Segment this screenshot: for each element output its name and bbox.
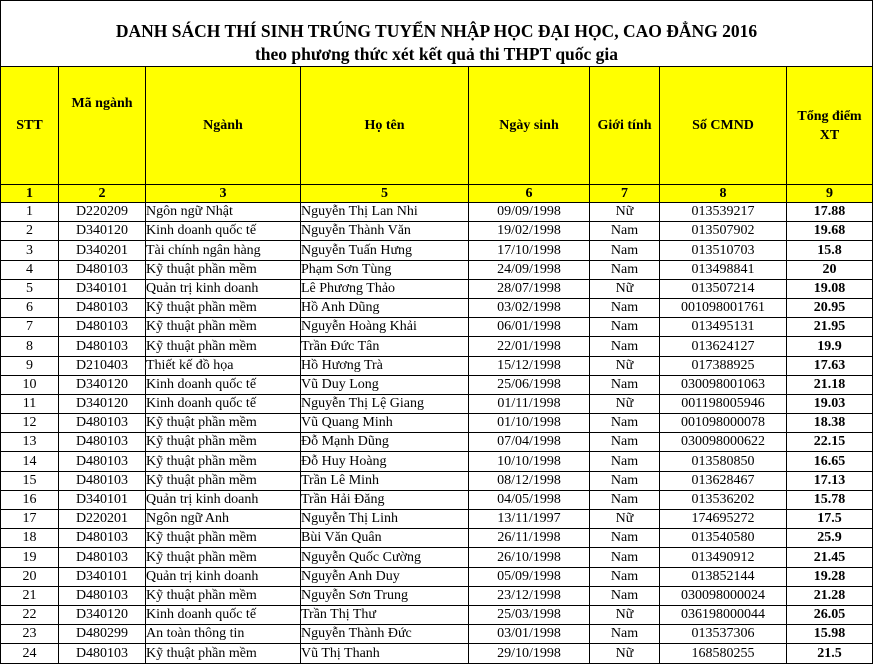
cell-ma-nganh: D480103	[59, 586, 146, 605]
cell-ngay-sinh: 25/03/1998	[469, 605, 590, 624]
cell-gioi-tinh: Nam	[590, 471, 660, 490]
column-number: 2	[59, 185, 146, 203]
table-row	[1, 222, 873, 241]
cell-stt: 15	[1, 471, 59, 490]
cell-nganh: Tài chính ngân hàng	[146, 241, 301, 260]
cell-so-cmnd: 001198005946	[660, 394, 787, 413]
cell-tong-diem: 18.38	[787, 414, 873, 433]
cell-ma-nganh: D340120	[59, 222, 146, 241]
cell-gioi-tinh: Nữ	[590, 644, 660, 663]
cell-ngay-sinh: 25/06/1998	[469, 375, 590, 394]
cell-stt: 11	[1, 394, 59, 413]
cell-stt: 20	[1, 567, 59, 586]
cell-tong-diem: 17.13	[787, 471, 873, 490]
cell-nganh: Quản trị kinh doanh	[146, 279, 301, 298]
cell-ma-nganh: D480103	[59, 548, 146, 567]
table-row	[1, 452, 873, 471]
cell-ma-nganh: D210403	[59, 356, 146, 375]
table-row	[1, 298, 873, 317]
cell-nganh: Kỹ thuật phần mềm	[146, 318, 301, 337]
cell-stt: 13	[1, 433, 59, 452]
cell-tong-diem: 20	[787, 260, 873, 279]
cell-so-cmnd: 013537306	[660, 625, 787, 644]
cell-tong-diem: 21.5	[787, 644, 873, 663]
cell-ho-ten: Nguyễn Hoàng Khải	[301, 318, 469, 337]
table-row	[1, 471, 873, 490]
cell-nganh: Kinh doanh quốc tế	[146, 605, 301, 624]
cell-nganh: Thiết kế đồ họa	[146, 356, 301, 375]
cell-gioi-tinh: Nam	[590, 298, 660, 317]
cell-ma-nganh: D480103	[59, 318, 146, 337]
cell-gioi-tinh: Nam	[590, 452, 660, 471]
cell-tong-diem: 15.8	[787, 241, 873, 260]
column-number-row	[1, 185, 873, 203]
cell-tong-diem: 19.68	[787, 222, 873, 241]
cell-ma-nganh: D480103	[59, 644, 146, 663]
header-row	[1, 67, 873, 185]
cell-so-cmnd: 013510703	[660, 241, 787, 260]
cell-so-cmnd: 030098000622	[660, 433, 787, 452]
cell-nganh: Quản trị kinh doanh	[146, 490, 301, 509]
cell-ho-ten: Nguyễn Thành Đức	[301, 625, 469, 644]
cell-so-cmnd: 036198000044	[660, 605, 787, 624]
cell-tong-diem: 17.5	[787, 510, 873, 529]
cell-nganh: Kỹ thuật phần mềm	[146, 260, 301, 279]
cell-ho-ten: Nguyễn Sơn Trung	[301, 586, 469, 605]
table-row	[1, 586, 873, 605]
cell-nganh: Kinh doanh quốc tế	[146, 222, 301, 241]
cell-ho-ten: Trần Thị Thư	[301, 605, 469, 624]
cell-ngay-sinh: 03/02/1998	[469, 298, 590, 317]
cell-ma-nganh: D340120	[59, 375, 146, 394]
cell-tong-diem: 17.63	[787, 356, 873, 375]
cell-stt: 16	[1, 490, 59, 509]
cell-so-cmnd: 013490912	[660, 548, 787, 567]
cell-tong-diem: 25.9	[787, 529, 873, 548]
column-number: 1	[1, 185, 59, 203]
cell-stt: 3	[1, 241, 59, 260]
table-row	[1, 318, 873, 337]
cell-ho-ten: Lê Phương Thảo	[301, 279, 469, 298]
cell-ngay-sinh: 15/12/1998	[469, 356, 590, 375]
cell-ngay-sinh: 22/01/1998	[469, 337, 590, 356]
cell-nganh: Kỹ thuật phần mềm	[146, 529, 301, 548]
cell-ngay-sinh: 01/11/1998	[469, 394, 590, 413]
table-row	[1, 260, 873, 279]
cell-ma-nganh: D480299	[59, 625, 146, 644]
header-gioi-tinh: Giới tính	[590, 67, 660, 185]
cell-nganh: An toàn thông tin	[146, 625, 301, 644]
cell-nganh: Kỹ thuật phần mềm	[146, 452, 301, 471]
cell-so-cmnd: 001098001761	[660, 298, 787, 317]
cell-gioi-tinh: Nam	[590, 490, 660, 509]
table-row	[1, 356, 873, 375]
cell-ho-ten: Bùi Văn Quân	[301, 529, 469, 548]
cell-ma-nganh: D340101	[59, 567, 146, 586]
cell-tong-diem: 15.78	[787, 490, 873, 509]
cell-ho-ten: Trần Hải Đăng	[301, 490, 469, 509]
column-number: 6	[469, 185, 590, 203]
cell-tong-diem: 22.15	[787, 433, 873, 452]
cell-ma-nganh: D480103	[59, 298, 146, 317]
cell-tong-diem: 15.98	[787, 625, 873, 644]
cell-stt: 9	[1, 356, 59, 375]
column-number: 5	[301, 185, 469, 203]
cell-nganh: Ngôn ngữ Nhật	[146, 203, 301, 222]
cell-stt: 23	[1, 625, 59, 644]
cell-so-cmnd: 174695272	[660, 510, 787, 529]
cell-ho-ten: Đỗ Mạnh Dũng	[301, 433, 469, 452]
cell-stt: 12	[1, 414, 59, 433]
cell-ho-ten: Nguyễn Anh Duy	[301, 567, 469, 586]
cell-ngay-sinh: 19/02/1998	[469, 222, 590, 241]
cell-so-cmnd: 013624127	[660, 337, 787, 356]
table-row	[1, 490, 873, 509]
cell-so-cmnd: 013495131	[660, 318, 787, 337]
cell-stt: 7	[1, 318, 59, 337]
cell-gioi-tinh: Nữ	[590, 510, 660, 529]
cell-tong-diem: 21.95	[787, 318, 873, 337]
cell-ngay-sinh: 26/10/1998	[469, 548, 590, 567]
cell-ngay-sinh: 24/09/1998	[469, 260, 590, 279]
cell-gioi-tinh: Nữ	[590, 203, 660, 222]
cell-ma-nganh: D340101	[59, 279, 146, 298]
cell-ma-nganh: D340120	[59, 394, 146, 413]
admission-table	[0, 66, 873, 664]
table-row	[1, 394, 873, 413]
table-body	[1, 203, 873, 664]
cell-ho-ten: Vũ Duy Long	[301, 375, 469, 394]
cell-nganh: Kỹ thuật phần mềm	[146, 471, 301, 490]
cell-stt: 18	[1, 529, 59, 548]
cell-nganh: Kinh doanh quốc tế	[146, 394, 301, 413]
cell-nganh: Kỹ thuật phần mềm	[146, 433, 301, 452]
cell-ho-ten: Vũ Quang Minh	[301, 414, 469, 433]
table-row	[1, 625, 873, 644]
column-number: 3	[146, 185, 301, 203]
title-block	[0, 0, 873, 66]
table-row	[1, 433, 873, 452]
table-row	[1, 644, 873, 663]
cell-stt: 1	[1, 203, 59, 222]
cell-so-cmnd: 017388925	[660, 356, 787, 375]
cell-ho-ten: Nguyễn Thị Lan Nhi	[301, 203, 469, 222]
cell-gioi-tinh: Nam	[590, 586, 660, 605]
cell-tong-diem: 19.28	[787, 567, 873, 586]
cell-ma-nganh: D480103	[59, 452, 146, 471]
header-ho-ten: Họ tên	[301, 67, 469, 185]
cell-ho-ten: Trần Đức Tân	[301, 337, 469, 356]
cell-ho-ten: Hồ Hương Trà	[301, 356, 469, 375]
cell-gioi-tinh: Nữ	[590, 356, 660, 375]
cell-so-cmnd: 013498841	[660, 260, 787, 279]
cell-ngay-sinh: 06/01/1998	[469, 318, 590, 337]
cell-gioi-tinh: Nam	[590, 222, 660, 241]
cell-stt: 17	[1, 510, 59, 529]
cell-so-cmnd: 013536202	[660, 490, 787, 509]
cell-nganh: Kỹ thuật phần mềm	[146, 586, 301, 605]
cell-stt: 19	[1, 548, 59, 567]
cell-stt: 24	[1, 644, 59, 663]
table-row	[1, 241, 873, 260]
cell-nganh: Kỹ thuật phần mềm	[146, 337, 301, 356]
cell-ma-nganh: D220209	[59, 203, 146, 222]
cell-ho-ten: Đỗ Huy Hoàng	[301, 452, 469, 471]
cell-gioi-tinh: Nam	[590, 414, 660, 433]
cell-so-cmnd: 013539217	[660, 203, 787, 222]
cell-stt: 22	[1, 605, 59, 624]
cell-ngay-sinh: 26/11/1998	[469, 529, 590, 548]
cell-nganh: Kỹ thuật phần mềm	[146, 644, 301, 663]
cell-ho-ten: Nguyễn Thành Văn	[301, 222, 469, 241]
column-number: 8	[660, 185, 787, 203]
cell-ngay-sinh: 13/11/1997	[469, 510, 590, 529]
cell-ngay-sinh: 07/04/1998	[469, 433, 590, 452]
header-stt: STT	[1, 67, 59, 185]
cell-ngay-sinh: 29/10/1998	[469, 644, 590, 663]
cell-gioi-tinh: Nam	[590, 337, 660, 356]
table-row	[1, 567, 873, 586]
header-tong-diem: Tổng điểm XT	[787, 67, 873, 185]
cell-so-cmnd: 001098000078	[660, 414, 787, 433]
header-ngay-sinh: Ngày sinh	[469, 67, 590, 185]
table-row	[1, 605, 873, 624]
cell-nganh: Kỹ thuật phần mềm	[146, 298, 301, 317]
cell-ngay-sinh: 03/01/1998	[469, 625, 590, 644]
cell-stt: 10	[1, 375, 59, 394]
cell-ma-nganh: D340201	[59, 241, 146, 260]
cell-tong-diem: 19.9	[787, 337, 873, 356]
cell-so-cmnd: 013540580	[660, 529, 787, 548]
cell-so-cmnd: 013580850	[660, 452, 787, 471]
cell-gioi-tinh: Nam	[590, 318, 660, 337]
cell-tong-diem: 20.95	[787, 298, 873, 317]
cell-tong-diem: 19.03	[787, 394, 873, 413]
table-row	[1, 279, 873, 298]
header-so-cmnd: Số CMND	[660, 67, 787, 185]
cell-so-cmnd: 013852144	[660, 567, 787, 586]
cell-stt: 21	[1, 586, 59, 605]
cell-gioi-tinh: Nam	[590, 529, 660, 548]
cell-gioi-tinh: Nam	[590, 260, 660, 279]
cell-so-cmnd: 013507902	[660, 222, 787, 241]
cell-ho-ten: Nguyễn Thị Lệ Giang	[301, 394, 469, 413]
cell-gioi-tinh: Nam	[590, 241, 660, 260]
cell-ho-ten: Phạm Sơn Tùng	[301, 260, 469, 279]
cell-so-cmnd: 030098001063	[660, 375, 787, 394]
header-ma-nganh: Mã ngành	[59, 67, 146, 185]
cell-so-cmnd: 030098000024	[660, 586, 787, 605]
cell-tong-diem: 17.88	[787, 203, 873, 222]
cell-stt: 5	[1, 279, 59, 298]
column-number: 7	[590, 185, 660, 203]
cell-ngay-sinh: 09/09/1998	[469, 203, 590, 222]
cell-ho-ten: Trần Lê Minh	[301, 471, 469, 490]
cell-ho-ten: Nguyễn Quốc Cường	[301, 548, 469, 567]
cell-gioi-tinh: Nam	[590, 567, 660, 586]
cell-stt: 2	[1, 222, 59, 241]
cell-ma-nganh: D480103	[59, 337, 146, 356]
table-row	[1, 510, 873, 529]
cell-ma-nganh: D480103	[59, 433, 146, 452]
cell-ho-ten: Vũ Thị Thanh	[301, 644, 469, 663]
cell-gioi-tinh: Nữ	[590, 394, 660, 413]
cell-ma-nganh: D220201	[59, 510, 146, 529]
cell-ngay-sinh: 28/07/1998	[469, 279, 590, 298]
table-row	[1, 548, 873, 567]
document-title: DANH SÁCH THÍ SINH TRÚNG TUYỂN NHẬP HỌC ĐẠI HỌC, CAO ĐẲNG 2016	[115, 21, 758, 41]
cell-gioi-tinh: Nam	[590, 548, 660, 567]
cell-ma-nganh: D480103	[59, 260, 146, 279]
cell-so-cmnd: 168580255	[660, 644, 787, 663]
cell-ngay-sinh: 23/12/1998	[469, 586, 590, 605]
cell-nganh: Kỹ thuật phần mềm	[146, 548, 301, 567]
cell-gioi-tinh: Nữ	[590, 605, 660, 624]
cell-so-cmnd: 013628467	[660, 471, 787, 490]
cell-stt: 6	[1, 298, 59, 317]
cell-nganh: Kinh doanh quốc tế	[146, 375, 301, 394]
cell-tong-diem: 21.28	[787, 586, 873, 605]
cell-stt: 4	[1, 260, 59, 279]
cell-ma-nganh: D480103	[59, 471, 146, 490]
cell-stt: 14	[1, 452, 59, 471]
cell-tong-diem: 21.18	[787, 375, 873, 394]
cell-ngay-sinh: 04/05/1998	[469, 490, 590, 509]
cell-ma-nganh: D340101	[59, 490, 146, 509]
cell-ngay-sinh: 05/09/1998	[469, 567, 590, 586]
document-subtitle: theo phương thức xét kết quả thi THPT quốc gia	[254, 44, 619, 64]
cell-gioi-tinh: Nam	[590, 433, 660, 452]
table-row	[1, 375, 873, 394]
cell-tong-diem: 19.08	[787, 279, 873, 298]
cell-tong-diem: 26.05	[787, 605, 873, 624]
cell-ma-nganh: D480103	[59, 529, 146, 548]
cell-nganh: Kỹ thuật phần mềm	[146, 414, 301, 433]
cell-gioi-tinh: Nam	[590, 625, 660, 644]
cell-tong-diem: 16.65	[787, 452, 873, 471]
cell-ma-nganh: D480103	[59, 414, 146, 433]
cell-gioi-tinh: Nam	[590, 375, 660, 394]
cell-ngay-sinh: 10/10/1998	[469, 452, 590, 471]
cell-ho-ten: Nguyễn Thị Linh	[301, 510, 469, 529]
cell-ma-nganh: D340120	[59, 605, 146, 624]
cell-nganh: Ngôn ngữ Anh	[146, 510, 301, 529]
cell-ngay-sinh: 08/12/1998	[469, 471, 590, 490]
cell-so-cmnd: 013507214	[660, 279, 787, 298]
cell-stt: 8	[1, 337, 59, 356]
cell-ho-ten: Hồ Anh Dũng	[301, 298, 469, 317]
cell-gioi-tinh: Nữ	[590, 279, 660, 298]
column-number: 9	[787, 185, 873, 203]
cell-ngay-sinh: 17/10/1998	[469, 241, 590, 260]
cell-tong-diem: 21.45	[787, 548, 873, 567]
table-row	[1, 529, 873, 548]
table-row	[1, 414, 873, 433]
header-nganh: Ngành	[146, 67, 301, 185]
cell-ho-ten: Nguyễn Tuấn Hưng	[301, 241, 469, 260]
table-row	[1, 337, 873, 356]
cell-nganh: Quản trị kinh doanh	[146, 567, 301, 586]
table-row	[1, 203, 873, 222]
cell-ngay-sinh: 01/10/1998	[469, 414, 590, 433]
